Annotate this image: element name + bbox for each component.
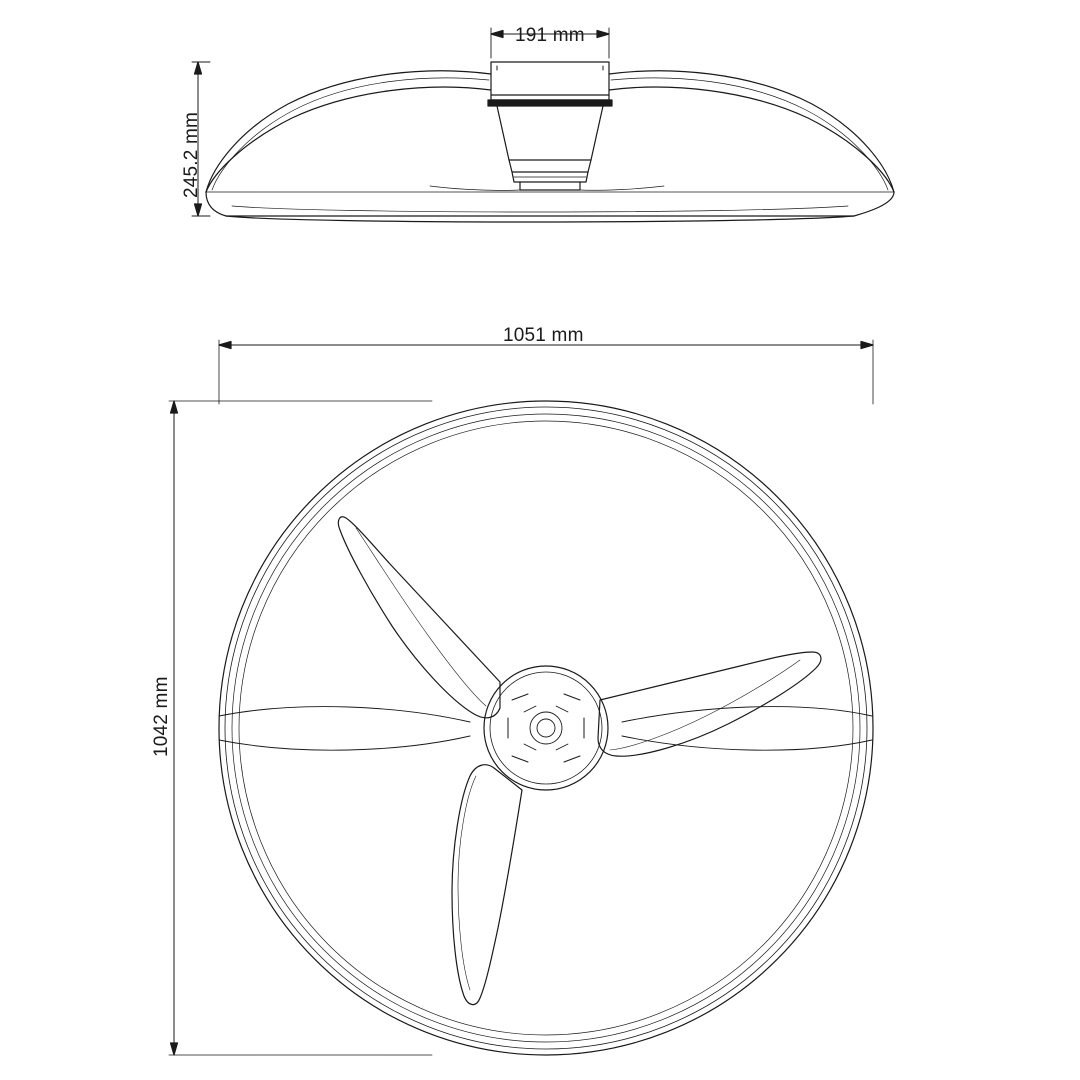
dimension-label-overall-depth: 1042 mm bbox=[151, 676, 172, 757]
dimension-label-canopy-width: 191 mm bbox=[515, 25, 585, 46]
dimension-label-overall-width: 1051 mm bbox=[503, 325, 584, 346]
dimension-label-overall-height: 245.2 mm bbox=[181, 111, 202, 198]
bottom-plan-view bbox=[169, 340, 873, 1055]
side-elevation-view bbox=[192, 28, 894, 222]
